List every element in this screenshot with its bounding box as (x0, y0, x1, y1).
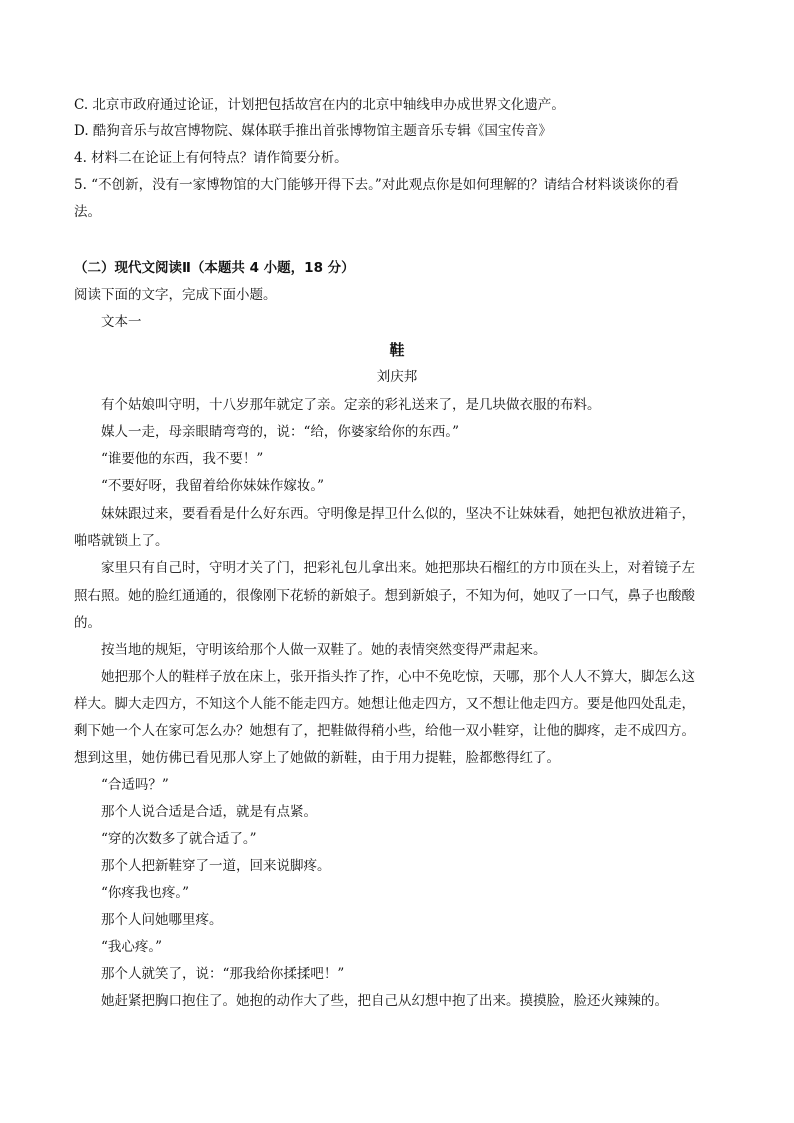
paragraph-line: 样大。脚大走四方，不知这个人能不能走四方。她想让他走四方，又不想让他走四方。要是他四处乱走， (74, 696, 695, 712)
paragraph-line: “谁要他的东西，我不要！” (101, 451, 264, 467)
paragraph-line: 她赶紧把胸口抱住了。她抱的动作大了些，把自己从幻想中抱了出来。摸摸脸，脸还火辣辣的。 (101, 993, 668, 1009)
text-label: 文本一 (101, 314, 142, 330)
paragraph-line: 那个人把新鞋穿了一道，回来说脚疼。 (101, 858, 331, 874)
dialogue-line: “你疼我也疼。” (101, 885, 190, 901)
option-d: D. 酷狗音乐与故宫博物院、媒体联手推出首张博物馆主题音乐专辑《国宝传音》 (74, 123, 552, 139)
question-5-line-2: 法。 (74, 204, 101, 220)
paragraph-line: 啪嗒就锁上了。 (74, 533, 169, 549)
question-5-line-1: 5. “不创新，没有一家博物馆的大门能够开得下去。”对此观点你是如何理解的？请结合材料谈谈你的看 (74, 177, 679, 193)
paragraph-line: 的。 (74, 615, 101, 631)
paragraph-line: 她把那个人的鞋样子放在床上，张开指头拃了拃，心中不免吃惊，天哪，那个人人不算大，脚怎么这 (101, 669, 695, 685)
instruction: 阅读下面的文字，完成下面小题。 (74, 287, 277, 303)
paragraph-line: 剩下她一个人在家可怎么办？她想有了，把鞋做得稍小些，给他一双小鞋穿，让他的脚疼，走不成四方。 (74, 723, 695, 739)
paragraph-line: 按当地的规矩，守明该给那个人做一双鞋了。她的表情突然变得严肃起来。 (101, 642, 547, 658)
question-4: 4. 材料二在论证上有何特点？请作简要分析。 (74, 150, 348, 166)
paragraph-line: 那个人问她哪里疼。 (101, 912, 223, 928)
article-author: 刘庆邦 (376, 369, 418, 385)
paragraph-line: 有个姑娘叫守明，十八岁那年就定了亲。定亲的彩礼送来了，是几块做衣服的布料。 (101, 397, 601, 413)
paragraph-line: 媒人一走，母亲眼睛弯弯的，说：“给，你婆家给你的东西。” (101, 424, 460, 440)
dialogue-line: “我心疼。” (101, 939, 163, 955)
dialogue-line: “合适吗？” (101, 777, 169, 793)
paragraph-line: 那个人说合适是合适，就是有点紧。 (101, 804, 317, 820)
paragraph-line: 想到这里，她仿佛已看见那人穿上了她做的新鞋，由于用力提鞋，脸都憋得红了。 (74, 750, 560, 766)
section-heading: （二）现代文阅读Ⅱ（本题共 4 小题，18 分） (74, 260, 355, 276)
article-title: 鞋 (389, 341, 405, 359)
paragraph-line: “不要好呀，我留着给你妹妹作嫁妆。” (101, 478, 325, 494)
option-c: C. 北京市政府通过论证，计划把包括故宫在内的北京中轴线申办成世界文化遗产。 (74, 97, 565, 113)
paragraph-line: 家里只有自己时，守明才关了门，把彩礼包儿拿出来。她把那块石榴红的方巾顶在头上，对着镜子左 (101, 560, 695, 576)
dialogue-line: “穿的次数多了就合适了。” (101, 831, 257, 847)
paragraph-line: 照右照。她的脸红通通的，很像刚下花轿的新娘子。想到新娘子，不知为何，她叹了一口气，鼻子也酸酸 (74, 588, 695, 604)
paragraph-line: 那个人就笑了，说：“那我给你揉揉吧！” (101, 966, 345, 982)
paragraph-line: 妹妹跟过来，要看看是什么好东西。守明像是捍卫什么似的，坚决不让妹妹看，她把包袱放进箱子， (101, 506, 695, 522)
